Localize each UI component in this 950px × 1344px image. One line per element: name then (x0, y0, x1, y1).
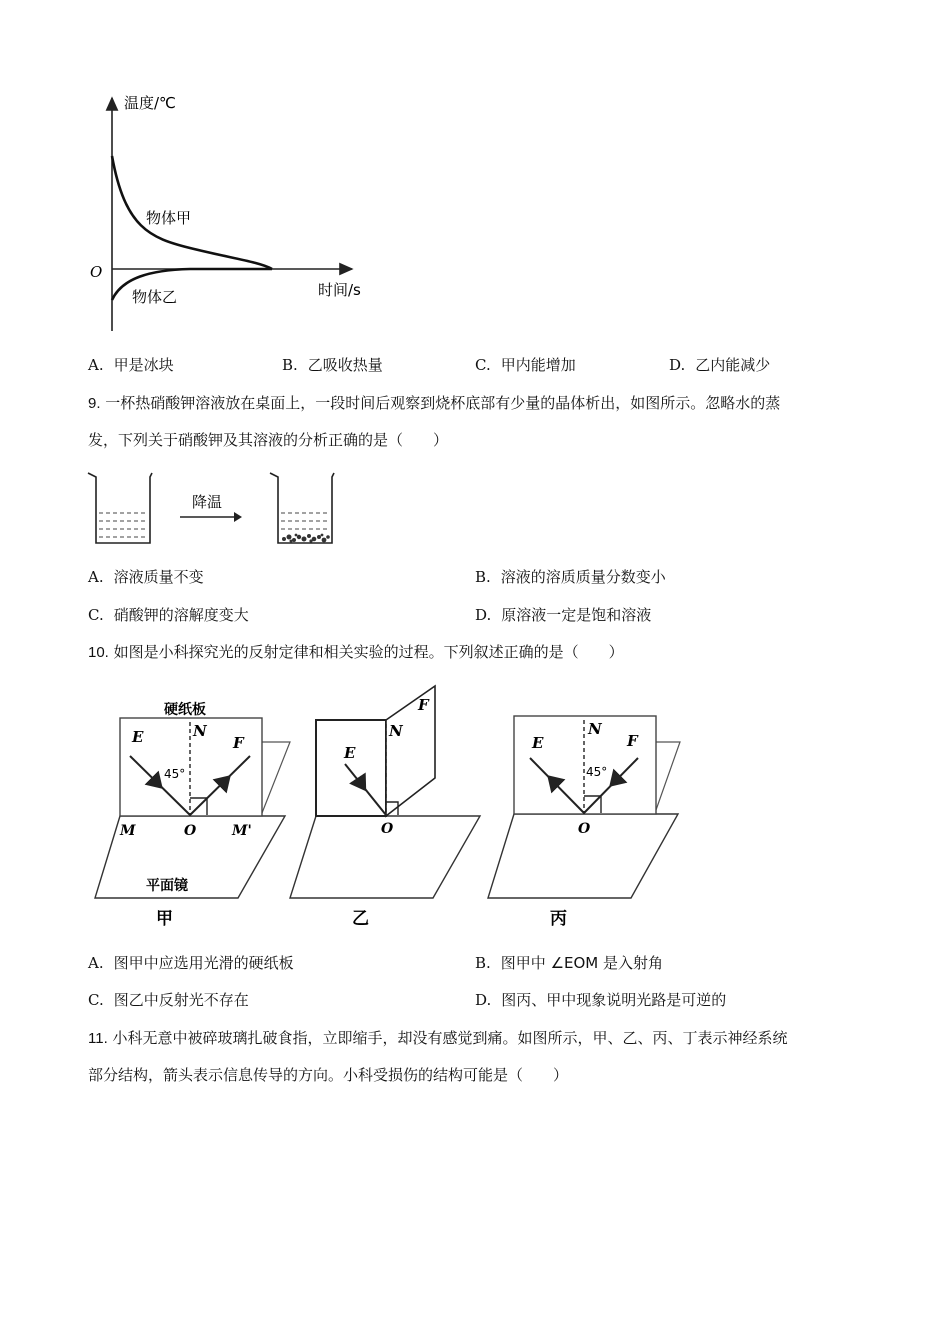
figure-yi (290, 686, 480, 929)
svg-text:F: F (418, 696, 429, 714)
svg-text:F: F (233, 734, 244, 752)
q9-option-a[interactable]: A. 溶液质量不变 (88, 568, 204, 586)
svg-text:O: O (184, 823, 197, 839)
svg-text:硬纸板: 硬纸板 (164, 702, 206, 718)
q8-option-d[interactable]: D. 乙内能减少 (669, 356, 771, 374)
q10-option-a[interactable]: A. 图甲中应选用光滑的硬纸板 (88, 954, 294, 972)
svg-text:F: F (627, 732, 638, 750)
q9-stem-line2: 发，下列关于硝酸钾及其溶液的分析正确的是（ ） (88, 431, 449, 449)
q10-option-d[interactable]: D. 图丙、甲中现象说明光路是可逆的 (475, 991, 727, 1009)
q8-option-b[interactable]: B. 乙吸收热量 (282, 356, 383, 374)
q8-option-c[interactable]: C. 甲内能增加 (475, 356, 576, 374)
svg-text:45°: 45° (586, 765, 608, 779)
q10-option-c[interactable]: C. 图乙中反射光不存在 (88, 991, 249, 1009)
q10-option-b[interactable]: B. 图甲中 ∠EOM 是入射角 (475, 954, 664, 972)
q9-option-b[interactable]: B. 溶液的溶质质量分数变小 (475, 568, 666, 586)
figure-jia (95, 701, 290, 929)
svg-text:N: N (389, 722, 403, 740)
figure-bing (488, 716, 680, 929)
q9-stem-line1: 9. 一杯热硝酸钾溶液放在桌面上，一段时间后观察到烧杯底部有少量的晶体析出，如图所示。忽略水的蒸 (88, 394, 781, 412)
label-object-yi: 物体乙 (132, 288, 178, 306)
svg-text:M: M (120, 823, 136, 839)
cooling-label: 降温 (192, 493, 223, 511)
beaker-cooling-figure (84, 465, 344, 555)
temperature-time-graph (80, 88, 380, 338)
svg-text:平面镜: 平面镜 (146, 878, 188, 894)
label-object-jia: 物体甲 (146, 209, 192, 227)
beaker-after (270, 473, 334, 543)
beaker-before (88, 473, 152, 543)
light-reflection-figure (90, 678, 690, 940)
svg-text:O: O (381, 821, 394, 837)
q9-option-d[interactable]: D. 原溶液一定是饱和溶液 (475, 606, 652, 624)
svg-text:M': M' (232, 823, 252, 839)
caption-yi: 乙 (352, 909, 369, 929)
svg-text:E: E (532, 734, 544, 752)
svg-text:45°: 45° (164, 767, 186, 781)
svg-text:E: E (344, 744, 356, 762)
caption-bing: 丙 (550, 909, 567, 929)
q10-stem: 10. 如图是小科探究光的反射定律和相关实验的过程。下列叙述正确的是（ ） (88, 643, 624, 661)
svg-text:O: O (578, 821, 591, 837)
q11-stem-line2: 部分结构，箭头表示信息传导的方向。小科受损伤的结构可能是（ ） (88, 1066, 569, 1084)
origin-label: O (90, 263, 103, 281)
q11-stem-line1: 11. 小科无意中被碎玻璃扎破食指，立即缩手，却没有感觉到痛。如图所示，甲、乙、丙、丁表示神经系统 (88, 1029, 788, 1047)
curve-object-jia (112, 156, 272, 269)
crystal-precipitate (282, 534, 330, 543)
svg-text:N: N (588, 720, 602, 738)
caption-jia: 甲 (156, 909, 173, 929)
q9-option-c[interactable]: C. 硝酸钾的溶解度变大 (88, 606, 249, 624)
q8-option-a[interactable]: A. 甲是冰块 (88, 356, 174, 374)
x-axis-label: 时间/s (318, 281, 361, 299)
y-axis-label: 温度/℃ (124, 94, 176, 112)
svg-text:E: E (132, 728, 144, 746)
svg-text:N: N (193, 722, 207, 740)
